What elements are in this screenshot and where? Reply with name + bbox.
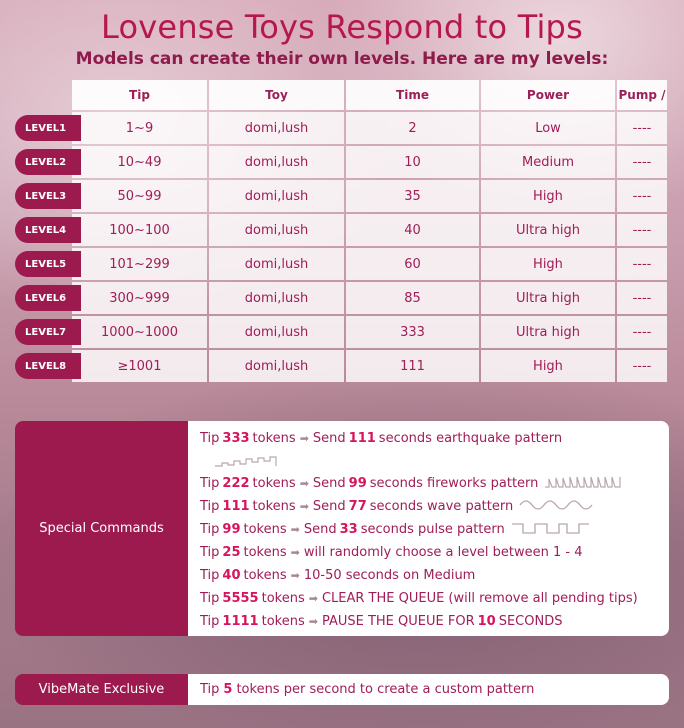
level-power: Ultra high (481, 316, 615, 348)
level-badge: LEVEL1 (15, 115, 81, 141)
level-pump: ---- (617, 214, 667, 246)
cmd-amount: 111 (222, 499, 250, 514)
level-toy: domi,lush (209, 248, 344, 280)
level-tip: 1000~1000 (72, 316, 207, 348)
cmd-pre: Tip (200, 545, 220, 560)
wave-pattern-icon (519, 498, 595, 516)
arrow-icon: ➡ (290, 523, 300, 536)
level-time: 35 (346, 180, 479, 212)
level-pump: ---- (617, 180, 667, 212)
level-time: 111 (346, 350, 479, 382)
page-title: Lovense Toys Respond to Tips (101, 8, 583, 46)
cmd-action: will randomly choose a level between 1 - 4 (303, 545, 583, 560)
level-row (15, 112, 675, 144)
cmd-amount: 40 (222, 568, 241, 583)
arrow-icon: ➡ (308, 592, 318, 605)
cmd-pre: Tip (200, 476, 220, 491)
cmd-value: 10 (477, 614, 496, 629)
level-row (15, 316, 675, 348)
level-badge: LEVEL8 (15, 353, 81, 379)
level-tip: 300~999 (72, 282, 207, 314)
vibemate-pre: Tip (200, 682, 220, 697)
cmd-pre: Tip (200, 614, 220, 629)
arrow-icon: ➡ (290, 569, 300, 582)
level-badge: LEVEL4 (15, 217, 81, 243)
cmd-amount: 222 (222, 476, 250, 491)
arrow-icon: ➡ (308, 615, 318, 628)
earthquake-pattern-icon (200, 450, 669, 472)
level-time: 85 (346, 282, 479, 314)
cmd-action-post: seconds earthquake pattern (378, 431, 563, 446)
header-pump: Pump / (617, 80, 667, 110)
cmd-unit: tokens (243, 545, 287, 560)
level-toy: domi,lush (209, 350, 344, 382)
level-badge: LEVEL2 (15, 149, 81, 175)
level-row (15, 282, 675, 314)
cmd-action: Send (312, 476, 346, 491)
cmd-action-post: seconds pulse pattern (360, 522, 505, 537)
header-time: Time (346, 80, 479, 110)
cmd-unit: tokens (243, 522, 287, 537)
cmd-pre: Tip (200, 591, 220, 606)
level-time: 60 (346, 248, 479, 280)
cmd-action: Send (312, 499, 346, 514)
special-commands-list (188, 421, 669, 636)
arrow-icon: ➡ (299, 500, 309, 513)
cmd-action: CLEAR THE QUEUE (will remove all pending tips) (321, 591, 638, 606)
level-pump: ---- (617, 282, 667, 314)
level-toy: domi,lush (209, 180, 344, 212)
fireworks-pattern-icon (544, 475, 622, 493)
vibemate-label: VibeMate Exclusive (15, 674, 188, 705)
level-pump: ---- (617, 248, 667, 280)
cmd-unit: tokens (243, 568, 287, 583)
level-pump: ---- (617, 112, 667, 144)
level-toy: domi,lush (209, 316, 344, 348)
level-row (15, 214, 675, 246)
header-power: Power (481, 80, 615, 110)
cmd-value: 111 (348, 431, 376, 446)
command-random-level (200, 541, 669, 564)
level-pump: ---- (617, 146, 667, 178)
level-badge: LEVEL3 (15, 183, 81, 209)
level-toy: domi,lush (209, 214, 344, 246)
special-commands-panel (15, 421, 669, 636)
cmd-pre: Tip (200, 431, 220, 446)
command-clear-queue (200, 587, 669, 610)
level-tip: ≥1001 (72, 350, 207, 382)
level-power: High (481, 180, 615, 212)
cmd-action: 10-50 seconds on Medium (303, 568, 476, 583)
arrow-icon: ➡ (299, 477, 309, 490)
level-time: 40 (346, 214, 479, 246)
level-row (15, 180, 675, 212)
level-tip: 101~299 (72, 248, 207, 280)
level-time: 333 (346, 316, 479, 348)
level-badge: LEVEL6 (15, 285, 81, 311)
command-earthquake (200, 427, 669, 450)
level-toy: domi,lush (209, 146, 344, 178)
vibemate-post: tokens per second to create a custom pattern (236, 682, 535, 697)
level-pump: ---- (617, 316, 667, 348)
cmd-action-post: seconds fireworks pattern (369, 476, 539, 491)
level-time: 10 (346, 146, 479, 178)
level-row (15, 146, 675, 178)
cmd-action-post: SECONDS (498, 614, 563, 629)
level-toy: domi,lush (209, 282, 344, 314)
cmd-unit: tokens (261, 614, 305, 629)
vibemate-panel (15, 674, 669, 705)
vibemate-content (188, 674, 669, 705)
cmd-action: PAUSE THE QUEUE FOR (321, 614, 475, 629)
cmd-action-post: seconds wave pattern (369, 499, 514, 514)
cmd-action: Send (303, 522, 337, 537)
command-pause-queue (200, 610, 669, 633)
levels-table (15, 112, 675, 384)
cmd-pre: Tip (200, 499, 220, 514)
level-badge: LEVEL7 (15, 319, 81, 345)
cmd-action: Send (312, 431, 346, 446)
cmd-value: 77 (348, 499, 367, 514)
cmd-unit: tokens (252, 431, 296, 446)
level-tip: 1~9 (72, 112, 207, 144)
level-power: Ultra high (481, 282, 615, 314)
level-power: High (481, 248, 615, 280)
arrow-icon: ➡ (299, 432, 309, 445)
cmd-value: 99 (348, 476, 367, 491)
cmd-amount: 1111 (222, 614, 259, 629)
level-toy: domi,lush (209, 112, 344, 144)
level-power: Medium (481, 146, 615, 178)
arrow-icon: ➡ (290, 546, 300, 559)
command-wave (200, 495, 669, 518)
level-badge: LEVEL5 (15, 251, 81, 277)
cmd-unit: tokens (261, 591, 305, 606)
cmd-pre: Tip (200, 568, 220, 583)
vibemate-amount: 5 (223, 682, 233, 697)
level-time: 2 (346, 112, 479, 144)
cmd-amount: 333 (222, 431, 250, 446)
level-power: Ultra high (481, 214, 615, 246)
page-subtitle: Models can create their own levels. Here are my levels: (75, 49, 609, 69)
levels-table-header (72, 80, 669, 110)
cmd-amount: 25 (222, 545, 241, 560)
pulse-pattern-icon (511, 521, 591, 539)
cmd-amount: 5555 (222, 591, 259, 606)
level-power: High (481, 350, 615, 382)
cmd-pre: Tip (200, 522, 220, 537)
cmd-unit: tokens (252, 476, 296, 491)
level-power: Low (481, 112, 615, 144)
level-tip: 50~99 (72, 180, 207, 212)
header-tip: Tip (72, 80, 207, 110)
cmd-unit: tokens (252, 499, 296, 514)
command-fireworks (200, 472, 669, 495)
level-row (15, 350, 675, 382)
command-medium (200, 564, 669, 587)
cmd-amount: 99 (222, 522, 241, 537)
header-toy: Toy (209, 80, 344, 110)
level-pump: ---- (617, 350, 667, 382)
level-tip: 10~49 (72, 146, 207, 178)
command-pulse (200, 518, 669, 541)
special-commands-label: Special Commands (15, 421, 188, 636)
cmd-value: 33 (339, 522, 358, 537)
level-tip: 100~100 (72, 214, 207, 246)
level-row (15, 248, 675, 280)
